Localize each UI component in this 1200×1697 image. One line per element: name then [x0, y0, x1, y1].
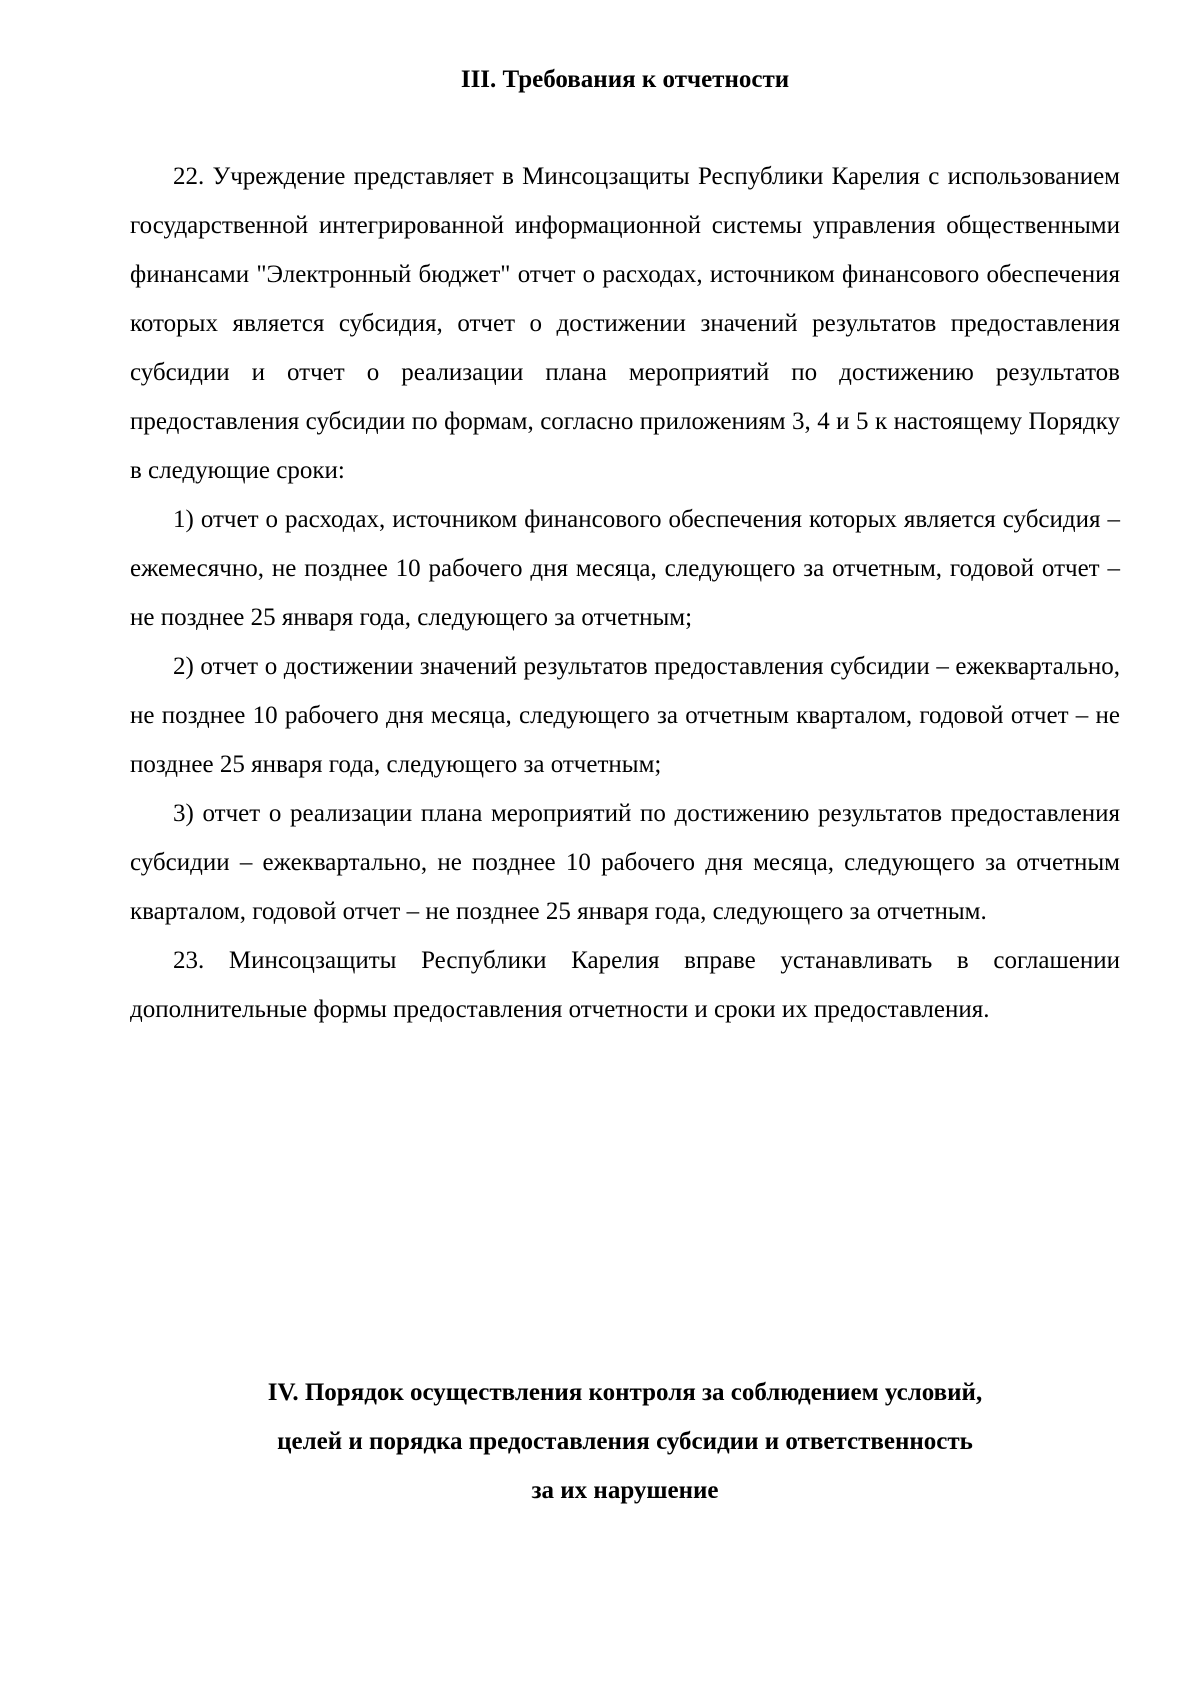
- section-4-title-line-3: за их нарушение: [531, 1477, 719, 1504]
- section-3-heading-block: [130, 55, 1120, 104]
- section-4-title-line-2: целей и порядка предоставления субсидии и ответственность: [277, 1428, 973, 1455]
- section-3-title: III. Требования к отчетности: [460, 66, 790, 93]
- paragraph-22-item-3: 3) отчет о реализации плана мероприятий по достижению результатов предоставления субсидии – ежеквартально, не позднее 10 рабочего дня месяца, следующего за отчетным кварталом, годовой отчет – не позднее 25 января года, следующего за отчетным.: [130, 800, 1120, 925]
- paragraph-22-item-2: 2) отчет о достижении значений результатов предоставления субсидии – ежеквартально, не позднее 10 рабочего дня месяца, следующего за отчетным кварталом, годовой отчет – не позднее 25 января года, следующего за отчетным;: [130, 653, 1120, 778]
- section-4-title-line-1: IV. Порядок осуществления контроля за соблюдением условий,: [267, 1379, 983, 1406]
- section-4-heading-block: [130, 1368, 1120, 1515]
- paragraph-23: 23. Минсоцзащиты Республики Карелия вправе устанавливать в соглашении дополнительные формы предоставления отчетности и сроки их предоставления.: [130, 947, 1120, 1023]
- paragraph-22: 22. Учреждение представляет в Минсоцзащиты Республики Карелия с использованием государственной интегрированной информационной системы управления общественными финансами "Электронный бюджет" отчет о расходах, источником финансового обеспечения которых является субсидия, отчет о достижении значений результатов предоставления субсидии и отчет о реализации плана мероприятий по достижению результатов предоставления субсидии по формам, согласно приложениям 3, 4 и 5 к настоящему Порядку в следующие сроки:: [130, 163, 1120, 484]
- paragraph-22-item-1: 1) отчет о расходах, источником финансового обеспечения которых является субсидия – ежемесячно, не позднее 10 рабочего дня месяца, следующего за отчетным, годовой отчет – не позднее 25 января года, следующего за отчетным;: [130, 506, 1120, 631]
- section-3-body: [130, 152, 1120, 1034]
